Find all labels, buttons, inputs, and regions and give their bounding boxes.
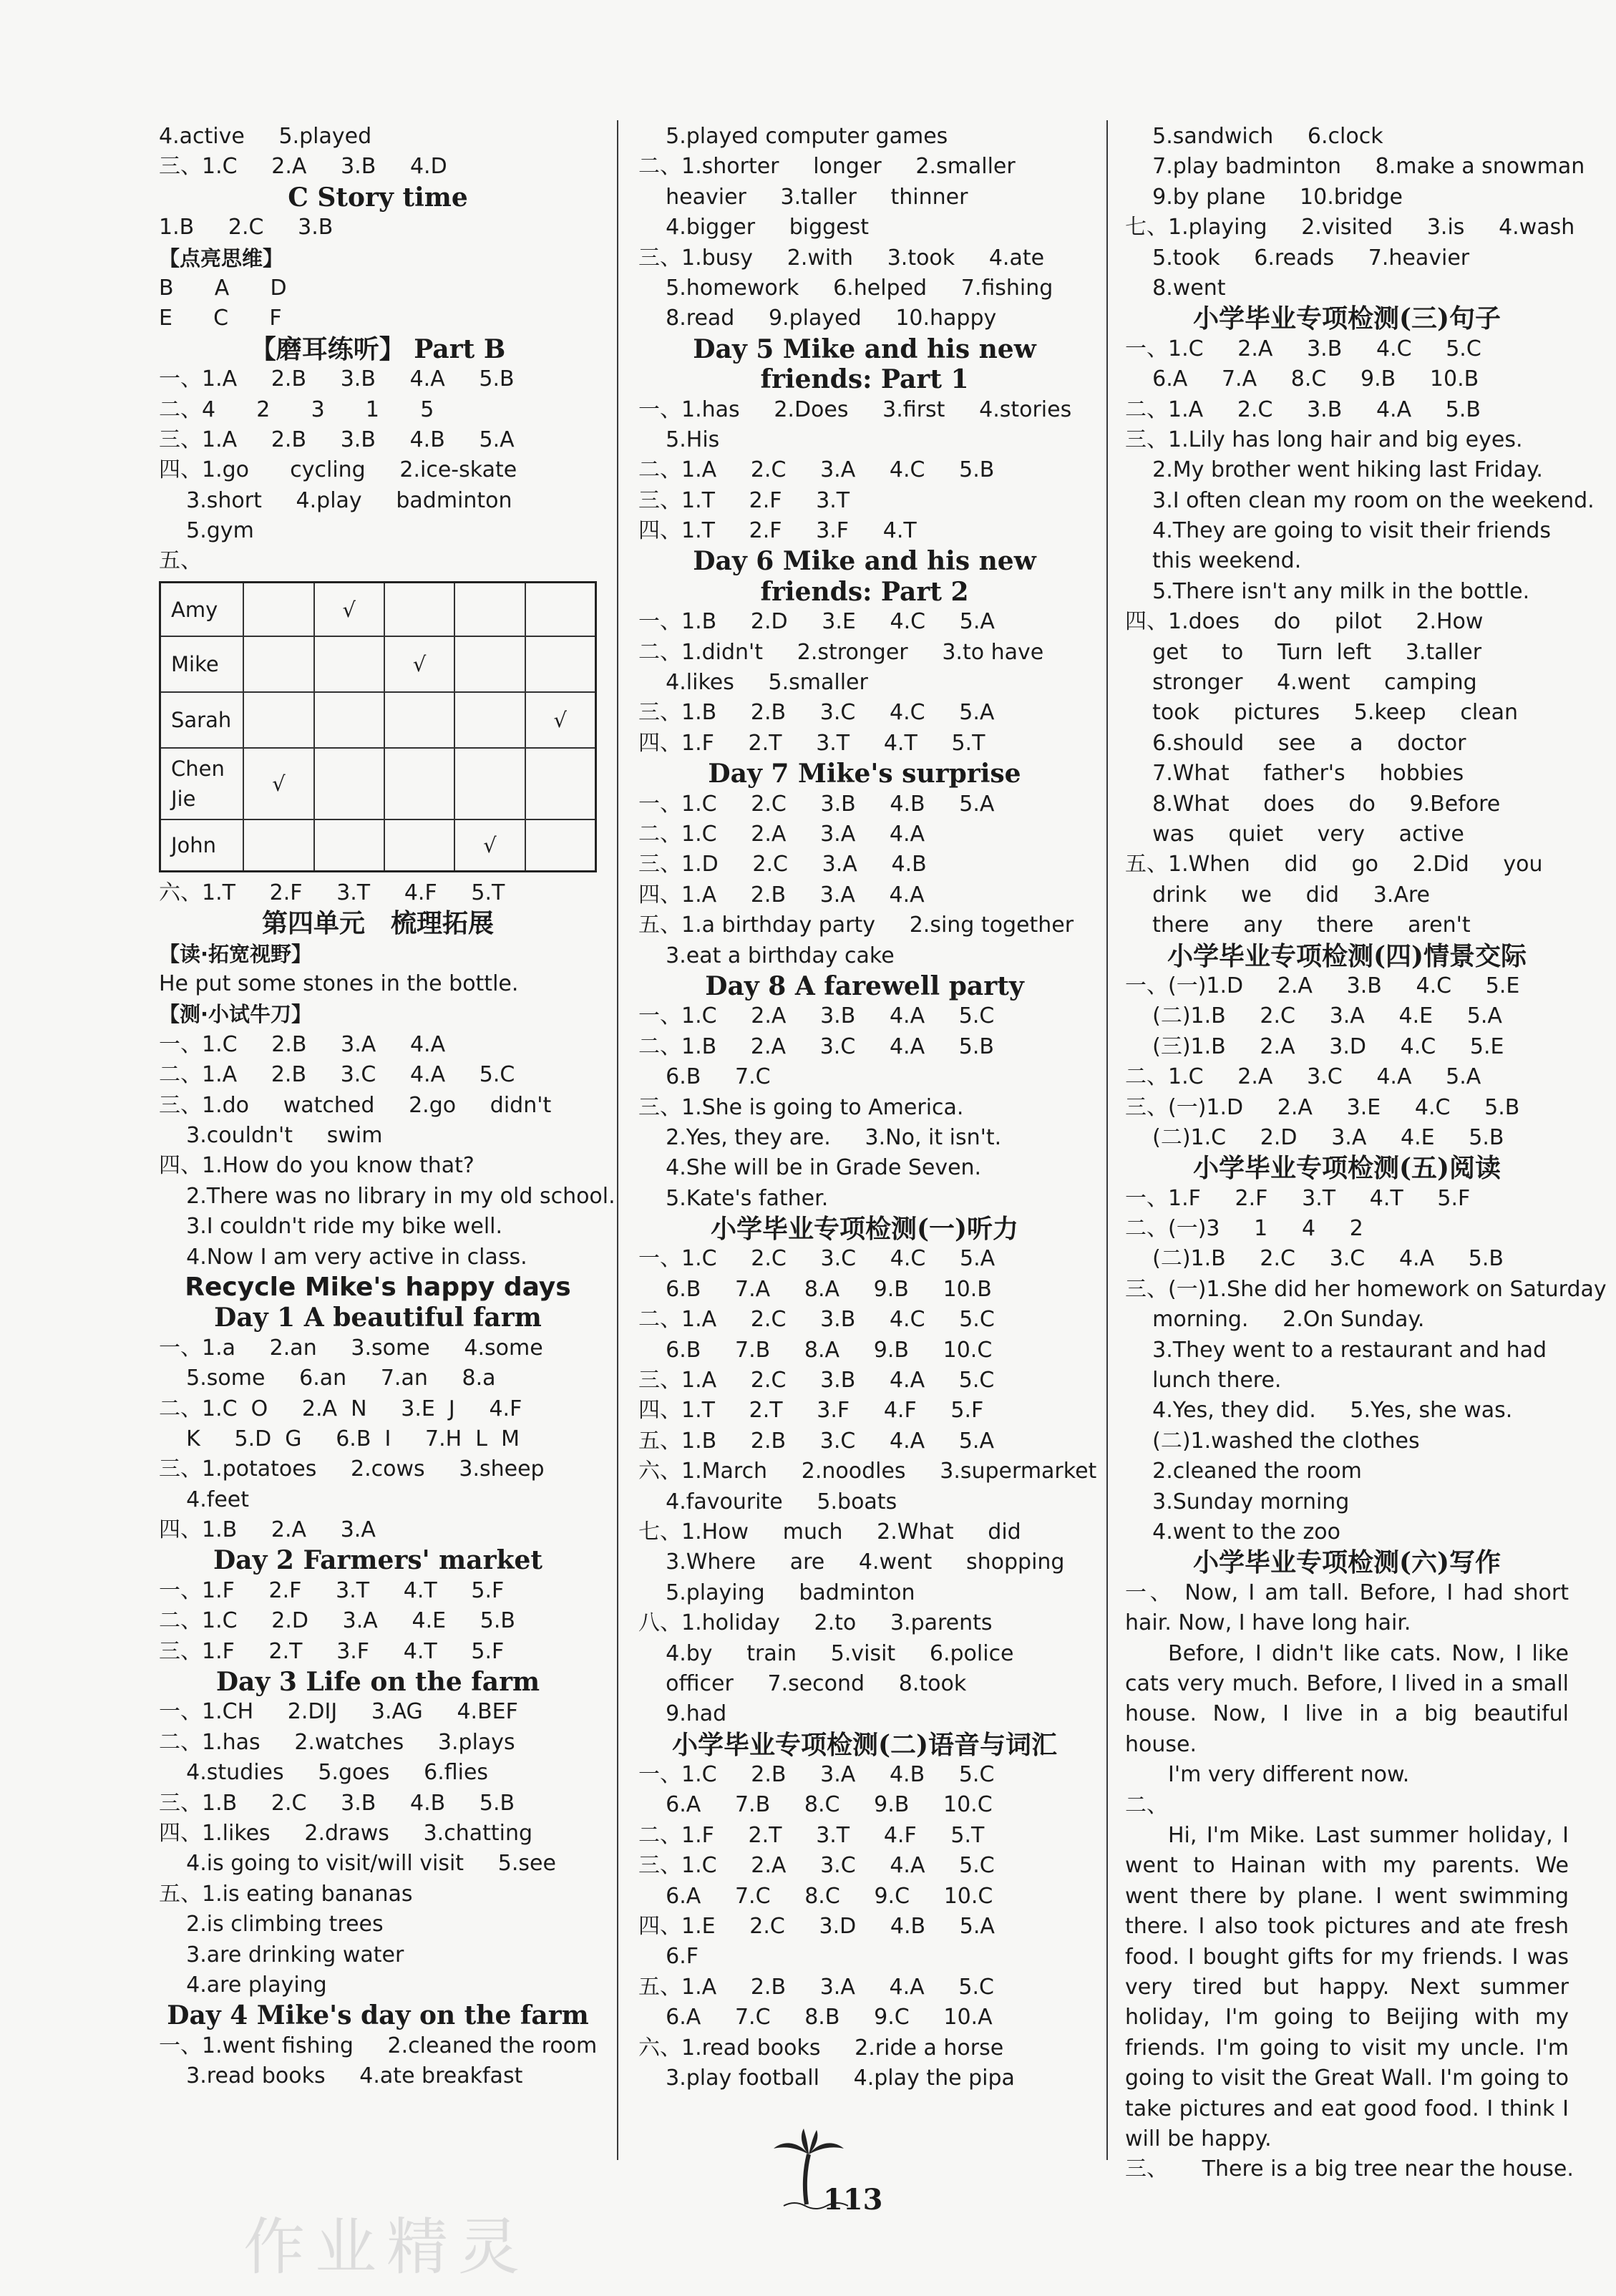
answer-line: 二、1.C 2.A 3.C 4.A 5.A [1125,1064,1481,1090]
answer-line: 三、1.do watched 2.go didn't [159,1092,552,1118]
answer-line: 3.short 4.play badminton [159,487,512,513]
check-mark: √ [243,748,313,819]
answer-line: 1.B 2.C 3.B [159,215,334,240]
answer-line: 四、1.does do pilot 2.How [1125,609,1484,635]
essay-paragraph: Before, I didn't like cats. Now, I like cats very much. Before, I lived in a small house. Now, I live in a big beautiful house. [1125,1640,1569,1757]
answer-line: 2.Yes, they are. 3.No, it isn't. [638,1124,1002,1150]
answer-line: 6.A 7.C 8.B 9.C 10.A [638,2005,993,2030]
answer-line: 三、1.T 2.F 3.T [638,487,850,513]
answer-line: 三、 There is a big tree near the house. [1125,2156,1574,2182]
column-1 [159,122,615,2091]
answer-line: 三、1.B 2.C 3.B 4.B 5.B [159,1790,515,1816]
answer-line: 四、1.likes 2.draws 3.chatting [159,1820,533,1846]
section-heading: Day 5 Mike and his new [693,334,1036,364]
answer-line: 一、1.F 2.F 3.T 4.T 5.F [1125,1185,1471,1211]
answer-line: 6.B 7.A 8.A 9.B 10.B [638,1276,992,1302]
answer-line: 二、4 2 3 1 5 [159,397,434,422]
answer-line: 4.bigger biggest [638,215,870,240]
answer-line: 八、1.holiday 2.to 3.parents [638,1610,993,1636]
answer-line: 8.went [1125,275,1226,301]
answer-line: 三、1.potatoes 2.cows 3.sheep [159,1456,545,1482]
answer-line: 6.A 7.C 8.C 9.C 10.C [638,1883,993,1909]
answer-line: 4.likes 5.smaller [638,670,868,696]
answer-line: 4.went to the zoo [1125,1519,1340,1545]
answer-line: 二、1.didn't 2.stronger 3.to have [638,639,1044,665]
answer-line: 4.favourite 5.boats [638,1489,897,1514]
answer-line: 4.active 5.played [159,124,372,149]
answer-line: 3.Sunday morning [1125,1489,1350,1514]
section-heading: 第四单元 梳理拓展 [261,908,494,939]
answer-line: 4.is going to visit/will visit 5.see [159,1851,556,1877]
answer-line: get to Turn left 3.taller [1125,639,1482,665]
answer-line: 6.F [638,1944,699,1970]
answer-line: 8.read 9.played 10.happy [638,306,997,331]
answer-line: 二、1.F 2.T 3.T 4.F 5.T [638,1822,985,1848]
answer-line: lunch there. [1125,1368,1282,1393]
answer-line: 四、1.F 2.T 3.T 4.T 5.T [638,730,985,756]
answer-line: 4.She will be in Grade Seven. [638,1155,982,1181]
answer-line: 二、1.A 2.C 3.B 4.C 5.C [638,1307,995,1333]
answer-line: 4.feet [159,1487,250,1512]
answer-line: 六、1.March 2.noodles 3.supermarket [638,1459,1097,1484]
answer-line: 五、1.A 2.B 3.A 4.A 5.C [638,1974,994,2000]
answer-line: 二、 [1125,1792,1168,1818]
answer-line: (三)1.B 2.A 3.D 4.C 5.E [1125,1033,1504,1059]
answer-line: 5.His [638,427,720,452]
answer-line: 3.They went to a restaurant and had [1125,1337,1547,1363]
answer-line: 7.play badminton 8.make a snowman [1125,154,1585,180]
answer-line: 三、1.C 2.A 3.B 4.D [159,154,447,180]
table-row [160,692,596,748]
answer-line: 2.My brother went hiking last Friday. [1125,457,1543,483]
check-mark: √ [454,819,525,871]
answer-line: 5.sandwich 6.clock [1125,124,1383,149]
answer-line: 9.had [638,1701,727,1727]
answer-line: 4.They are going to visit their friends [1125,518,1552,544]
answer-line: drink we did 3.Are [1125,882,1430,908]
column-3 [1125,122,1607,2185]
answer-line: 一、(一)1.D 2.A 3.B 4.C 5.E [1125,973,1520,998]
answer-line: 4.studies 5.goes 6.flies [159,1760,489,1786]
answer-line: 5.There isn't any milk in the bottle. [1125,578,1530,604]
answer-line: took pictures 5.keep clean [1125,700,1519,726]
answer-line: 三、1.A 2.C 3.B 4.A 5.C [638,1368,995,1393]
answer-line: 3.are drinking water [159,1942,404,1967]
section-heading: Day 8 A farewell party [705,971,1024,1001]
answer-line: 三、1.She is going to America. [638,1094,964,1120]
answer-line: 四、1.B 2.A 3.A [159,1517,376,1543]
check-mark: √ [384,636,454,692]
table-name-cell: Mike [160,636,244,692]
answer-line: 五、1.B 2.B 3.C 4.A 5.A [638,1428,994,1454]
column-divider-2 [1106,120,1108,2160]
answer-line: 5.homework 6.helped 7.fishing [638,275,1053,301]
answer-line: 二、1.A 2.C 3.A 4.C 5.B [638,457,995,483]
answer-line: 四、1.E 2.C 3.D 4.B 5.A [638,1914,995,1940]
answer-line: 七、1.How much 2.What did [638,1519,1021,1545]
answer-line: 5.gym [159,518,254,544]
table-row [160,582,596,636]
answer-line: 二、1.C 2.A 3.A 4.A [638,821,925,847]
answer-line: 四、1.go cycling 2.ice-skate [159,457,517,483]
answer-line: 4.Yes, they did. 5.Yes, she was. [1125,1398,1513,1424]
answer-line: 四、1.How do you know that? [159,1153,474,1179]
answer-line: 6.A 7.A 8.C 9.B 10.B [1125,366,1479,392]
answer-line: 五、1.a birthday party 2.sing together [638,913,1074,938]
section-heading: 小学毕业专项检测(三)句子 [1192,303,1501,334]
section-tag: 【读·拓宽视野】 [159,941,313,966]
answer-line: 3.I often clean my room on the weekend. [1125,487,1595,513]
table-name-cell: Amy [160,582,244,636]
answer-line: 5.took 6.reads 7.heavier [1125,245,1470,271]
section-heading: 小学毕业专项检测(五)阅读 [1192,1153,1501,1184]
answer-line: stronger 4.went camping [1125,670,1477,696]
answer-line: 一、1.F 2.F 3.T 4.T 5.F [159,1577,505,1603]
answer-line: 六、1.T 2.F 3.T 4.F 5.T [159,880,505,905]
answer-line: 3.read books 4.ate breakfast [159,2063,523,2089]
answer-line: (二)1.washed the clothes [1125,1428,1420,1454]
answer-line: 4.by train 5.visit 6.police [638,1640,1014,1666]
essay-paragraph: 一、 Now, I am tall. Before, I had short hair. Now, I have long hair. [1125,1580,1569,1636]
column-2 [638,122,1097,2093]
section-heading: friends: Part 2 [760,576,969,607]
section-heading: Day 3 Life on the farm [215,1667,540,1698]
answer-line: 一、1.went fishing 2.cleaned the room [159,2033,598,2058]
answer-line: 3.Where are 4.went shopping [638,1550,1065,1575]
check-mark: √ [314,582,384,636]
answer-line: 2.There was no library in my old school. [159,1183,615,1209]
essay-paragraph: I'm very different now. [1168,1762,1410,1788]
answer-line: 二、1.B 2.A 3.C 4.A 5.B [638,1033,994,1059]
section-heading: Recycle Mike's happy days [185,1272,571,1302]
answer-line: was quiet very active [1125,821,1464,847]
answer-line: 6.B 7.C [638,1064,771,1090]
answer-line: 3.I couldn't ride my bike well. [159,1214,503,1240]
answer-line: 4.Now I am very active in class. [159,1244,527,1270]
answer-line: 5.played computer games [638,124,948,149]
answer-line: 6.should see a doctor [1125,730,1466,756]
section-heading: friends: Part 1 [760,364,969,395]
answer-line: 四、1.T 2.T 3.F 4.F 5.F [638,1398,984,1424]
table-row [160,748,596,819]
answer-line: 一、1.B 2.D 3.E 4.C 5.A [638,609,995,635]
answer-line: (二)1.B 2.C 3.C 4.A 5.B [1125,1246,1504,1272]
answer-line: 6.A 7.B 8.C 9.B 10.C [638,1792,993,1818]
answer-line: 4.are playing [159,1972,327,1998]
section-heading: 小学毕业专项检测(二)语音与词汇 [671,1729,1058,1760]
answer-line: 5.some 6.an 7.an 8.a [159,1366,496,1391]
answer-line: 三、1.B 2.B 3.C 4.C 5.A [638,700,995,726]
page-number: 113 [823,2183,883,2217]
answer-line: there any there aren't [1125,913,1471,938]
answer-line: 三、1.busy 2.with 3.took 4.ate [638,245,1045,271]
answer-line: K 5.D G 6.B I 7.H L M [159,1426,520,1451]
section-heading: Day 7 Mike's surprise [708,759,1021,789]
table-name-cell: John [160,819,244,871]
column-divider-1 [617,120,618,2160]
answer-line: 一、1.C 2.C 3.C 4.C 5.A [638,1246,996,1272]
answer-line: 二、1.A 2.C 3.B 4.A 5.B [1125,397,1481,422]
section-tag: 【点亮思维】 [159,245,284,271]
answer-line: 5.playing badminton [638,1580,915,1605]
answer-line: (二)1.B 2.C 3.A 4.E 5.A [1125,1003,1502,1029]
answer-line: 3.play football 4.play the pipa [638,2066,1015,2091]
answer-line: 7.What father's hobbies [1125,761,1464,787]
answer-line: 2.is climbing trees [159,1912,384,1937]
answer-line: 五、 [159,548,202,574]
answer-line: officer 7.second 8.took [638,1670,967,1696]
answer-line: 二、1.A 2.B 3.C 4.A 5.C [159,1062,515,1088]
section-tag: 【测·小试牛刀】 [159,1002,313,1027]
answer-line: 一、1.CH 2.DIJ 3.AG 4.BEF [159,1699,518,1725]
answer-line: B A D [159,275,287,301]
answer-line: 三、1.A 2.B 3.B 4.B 5.A [159,427,515,452]
answer-line: 2.cleaned the room [1125,1459,1362,1484]
answer-line: 三、(一)1.D 2.A 3.E 4.C 5.B [1125,1094,1520,1120]
section-heading: 【磨耳练听】 Part B [250,334,506,364]
answer-line: 二、1.shorter longer 2.smaller [638,154,1016,180]
check-mark: √ [525,692,596,748]
answer-line: 三、1.C 2.A 3.C 4.A 5.C [638,1853,995,1879]
answer-line: 四、1.T 2.F 3.F 4.T [638,518,917,544]
answer-line: 一、1.A 2.B 3.B 4.A 5.B [159,366,515,392]
answer-line: E C F [159,306,282,331]
answer-line: 三、1.D 2.C 3.A 4.B [638,852,927,877]
answer-line: 二、1.C 2.D 3.A 4.E 5.B [159,1608,515,1634]
answer-line: morning. 2.On Sunday. [1125,1307,1425,1333]
answer-line: 8.What does do 9.Before [1125,791,1501,817]
activity-table [159,581,597,872]
answer-line: 一、1.has 2.Does 3.first 4.stories [638,397,1072,422]
answer-line: 一、1.a 2.an 3.some 4.some [159,1335,543,1361]
answer-line: 一、1.C 2.A 3.B 4.A 5.C [638,1003,995,1029]
answer-line: 一、1.C 2.B 3.A 4.B 5.C [638,1762,995,1788]
answer-line: 五、1.is eating bananas [159,1881,413,1907]
table-row [160,819,596,871]
watermark: 作业精灵 [243,2212,530,2283]
answer-line: 一、1.C 2.C 3.B 4.B 5.A [638,791,995,817]
answer-line: 一、1.C 2.A 3.B 4.C 5.C [1125,336,1481,361]
answer-line: this weekend. [1125,548,1302,574]
answer-line: 五、1.When did go 2.Did you [1125,852,1543,877]
table-name-cell: Chen Jie [160,748,244,819]
answer-line: 三、1.F 2.T 3.F 4.T 5.F [159,1638,505,1664]
answer-line: heavier 3.taller thinner [638,184,968,210]
answer-line: 3.couldn't swim [159,1122,383,1148]
section-heading: C Story time [288,182,468,213]
essay-paragraph: Hi, I'm Mike. Last summer holiday, I went to Hainan with my parents. We went there by plane. I went swimming there. I also took pictures and ate fresh food. I bought gifts for my friends. I was very tired but happy. Next summer holiday, I'm going to Beijing with my friends. I'm going to visit my uncle. I'm going to visit the Great Wall. I'm going to take pictures and eat good food. I think I will be happy. [1125,1822,1569,2152]
table-row [160,636,596,692]
answer-line: 二、(一)3 1 4 2 [1125,1216,1363,1242]
answer-line: 5.Kate's father. [638,1185,829,1211]
answer-line: 6.B 7.B 8.A 9.B 10.C [638,1337,993,1363]
answer-line: He put some stones in the bottle. [159,971,519,997]
answer-line: 三、(一)1.She did her homework on Saturday [1125,1276,1607,1302]
answer-line: 六、1.read books 2.ride a horse [638,2035,1004,2061]
answer-line: 一、1.C 2.B 3.A 4.A [159,1031,446,1057]
answer-line: 9.by plane 10.bridge [1125,184,1403,210]
answer-line: 二、1.has 2.watches 3.plays [159,1729,515,1755]
section-heading: 小学毕业专项检测(六)写作 [1192,1547,1501,1578]
section-heading: Day 6 Mike and his new [693,546,1036,577]
answer-line: 三、1.Lily has long hair and big eyes. [1125,427,1523,452]
table-name-cell: Sarah [160,692,244,748]
answer-line: 四、1.A 2.B 3.A 4.A [638,882,925,908]
section-heading: 小学毕业专项检测(四)情景交际 [1167,940,1527,971]
answer-line: (二)1.C 2.D 3.A 4.E 5.B [1125,1124,1504,1150]
section-heading: Day 2 Farmers' market [213,1545,543,1576]
answer-line: 3.eat a birthday cake [638,943,895,968]
section-heading: 小学毕业专项检测(一)听力 [710,1214,1019,1245]
answer-line: 七、1.playing 2.visited 3.is 4.wash [1125,215,1575,240]
answer-line: 二、1.C O 2.A N 3.E J 4.F [159,1396,522,1421]
section-heading: Day 4 Mike's day on the farm [167,2000,589,2031]
section-heading: Day 1 A beautiful farm [214,1303,542,1333]
